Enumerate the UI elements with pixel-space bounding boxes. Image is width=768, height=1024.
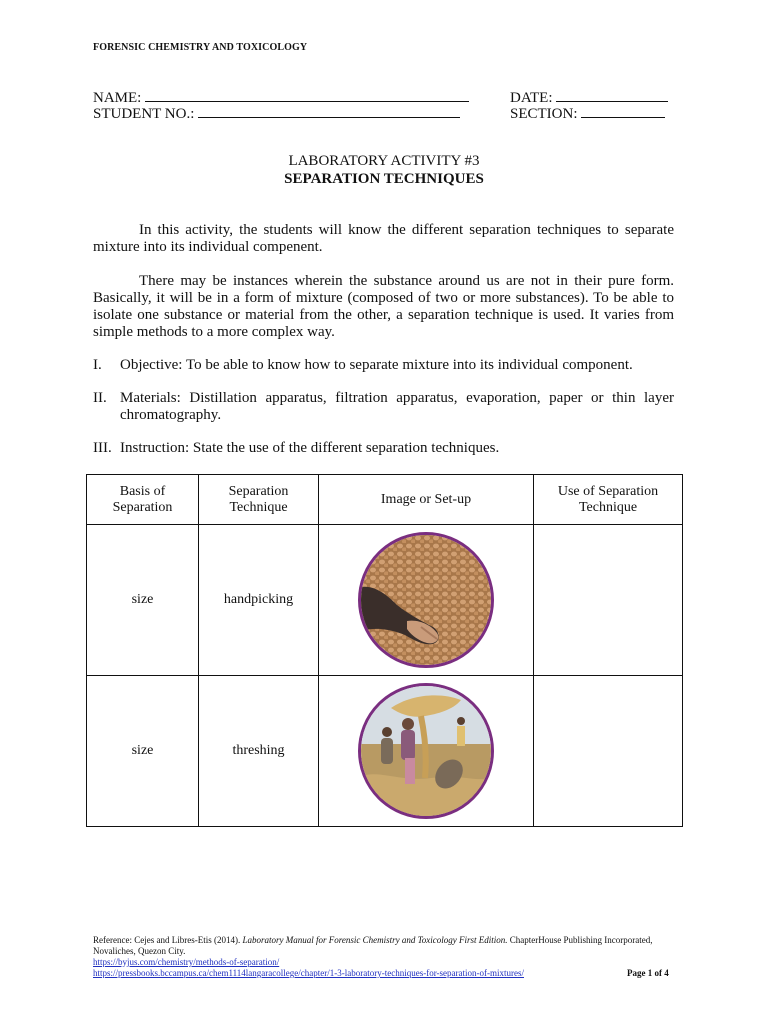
threshing-illustration bbox=[361, 686, 491, 816]
table-row bbox=[87, 676, 683, 827]
date-label: DATE: bbox=[510, 90, 553, 106]
activity-title: LABORATORY ACTIVITY #3 bbox=[288, 153, 480, 169]
cell-use[interactable] bbox=[534, 525, 683, 676]
intro-paragraph-2 bbox=[93, 273, 674, 341]
header-image: Image or Set-up bbox=[319, 475, 534, 525]
header-basis: Basis of Separation bbox=[87, 475, 199, 525]
section-row bbox=[510, 104, 665, 123]
student-no-row bbox=[93, 104, 460, 123]
cell-technique: handpicking bbox=[199, 525, 319, 676]
cell-image bbox=[319, 676, 534, 827]
materials-number: II. bbox=[93, 390, 107, 406]
reference-text bbox=[93, 935, 683, 957]
cell-image bbox=[319, 525, 534, 676]
name-field[interactable] bbox=[145, 88, 469, 102]
cell-basis: size bbox=[87, 525, 199, 676]
date-field[interactable] bbox=[556, 88, 668, 102]
header-use: Use of Separation Technique bbox=[534, 475, 683, 525]
cell-basis: size bbox=[87, 676, 199, 827]
table-row bbox=[87, 525, 683, 676]
intro-paragraph-1 bbox=[93, 222, 674, 256]
topic-title: SEPARATION TECHNIQUES bbox=[284, 171, 484, 187]
cell-use[interactable] bbox=[534, 676, 683, 827]
separation-techniques-table bbox=[86, 474, 683, 827]
table-header-row bbox=[87, 475, 683, 525]
grains-illustration bbox=[361, 535, 491, 665]
section-label: SECTION: bbox=[510, 106, 578, 122]
instruction-number: III. bbox=[93, 440, 112, 456]
course-header: FORENSIC CHEMISTRY AND TOXICOLOGY bbox=[93, 42, 308, 53]
intro-p2-text: There may be instances wherein the substance around us are not in their pure form. Basically, it will be in a form of mixture (composed of two or more substances). To be able to isolate one substance or material from the other, a separation technique is used. It varies from simple methods to a more complex way. bbox=[93, 273, 674, 340]
header-technique: Separation Technique bbox=[199, 475, 319, 525]
handpicking-grains-photo bbox=[358, 532, 494, 668]
instruction-text: Instruction: State the use of the different separation techniques. bbox=[120, 440, 500, 456]
student-no-field[interactable] bbox=[198, 104, 460, 118]
student-no-label: STUDENT NO.: bbox=[93, 106, 195, 122]
section-field[interactable] bbox=[581, 104, 665, 118]
cell-technique: threshing bbox=[199, 676, 319, 827]
reference-link-pressbooks[interactable]: https://pressbooks.bccampus.ca/chem1114langaracollege/chapter/1-3-laboratory-techniques-for-separation-of-mixtures/ bbox=[93, 968, 524, 978]
page-number: Page 1 of 4 bbox=[627, 968, 669, 978]
reference-title: Laboratory Manual for Forensic Chemistry and Toxicology First Edition. bbox=[242, 935, 508, 945]
objective-text: Objective: To be able to know how to separate mixture into its individual component. bbox=[120, 357, 633, 373]
reference-link-byjus[interactable]: https://byjus.com/chemistry/methods-of-separation/ bbox=[93, 957, 280, 967]
reference-suffix: ChapterHouse Publishing Incorporated, Novaliches, Quezon City. bbox=[93, 935, 653, 956]
reference-prefix: Reference: Cejes and Libres-Etis (2014). bbox=[93, 935, 243, 945]
reference-footer bbox=[93, 935, 683, 979]
name-label: NAME: bbox=[93, 90, 142, 106]
intro-p1-text: In this activity, the students will know the different separation techniques to separate mixture into its individual compenent. bbox=[93, 222, 674, 255]
objective-number: I. bbox=[93, 357, 102, 373]
materials-text: Materials: Distillation apparatus, filtration apparatus, evaporation, paper or thin layer chromatography. bbox=[120, 390, 674, 423]
threshing-photo bbox=[358, 683, 494, 819]
